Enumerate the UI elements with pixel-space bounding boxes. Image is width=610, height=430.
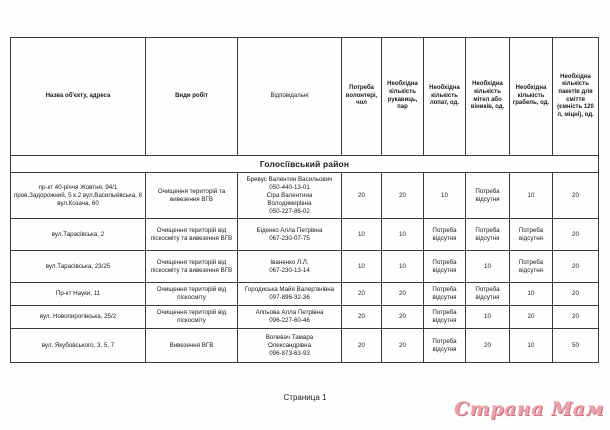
header-volunteers: Потреба волонтері, чол (342, 38, 382, 156)
cell-volunteers: 20 (342, 283, 382, 306)
cell-rakes: Потреба відсутня (510, 219, 553, 251)
cell-rakes: 20 (510, 306, 553, 329)
cell-shovels: Потреба відсутня (424, 329, 466, 363)
responsible-line: 096-873-63-93 (269, 349, 310, 357)
page-number: Страница 1 (283, 393, 327, 402)
cell-works: Очищення територій та вивезення ВГВ (146, 173, 238, 219)
cell-responsible (238, 173, 342, 219)
cell-object: Пр-кт Науки, 11 (11, 283, 146, 306)
cell-rakes: Потреба відсутня (510, 251, 553, 283)
table-row (11, 251, 599, 283)
responsible-line: 097-896-32-36 (269, 294, 310, 301)
header-brooms: Необхідна кількість мітел або віників, од. (466, 38, 510, 156)
cell-object: вул. Якубовського, 3, 5, 7 (11, 329, 146, 363)
table-body (11, 173, 599, 363)
header-object: Назва об'єкту, адреса (11, 38, 146, 156)
responsible-line: Іваненко Л.Л. (270, 258, 309, 266)
cell-brooms: 10 (466, 306, 510, 329)
cell-bags: 20 (553, 283, 599, 306)
cell-shovels: Потреба відсутня (424, 306, 466, 329)
responsible-line: Аппьова Алла Петрівна (255, 309, 324, 316)
cell-shovels: Потреба відсутня (424, 219, 466, 251)
cell-object: пр-кт 40-річчя Жовтня, 94/1 пров.Задорожний, 5 к.2 вул.Васильківська, 8 вул.Козача, 60 (11, 173, 146, 219)
cell-gloves: 10 (382, 251, 424, 283)
cell-rakes: 10 (510, 173, 553, 219)
responsible-line: Біденко Алла Петрівна (256, 226, 323, 234)
cell-bags: 20 (553, 219, 599, 251)
section-row (11, 156, 599, 173)
table-row (11, 306, 599, 329)
header-gloves: Необхідна кількість рукавиць, пар (382, 38, 424, 156)
cell-bags: 20 (553, 173, 599, 219)
header-shovels: Необхідна кількість лопат, од. (424, 38, 466, 156)
cell-volunteers: 20 (342, 173, 382, 219)
responsible-line: Сіра Валентина (266, 191, 313, 199)
cell-volunteers: 10 (342, 219, 382, 251)
cell-shovels: 10 (424, 173, 466, 219)
cell-works: Вивезення ВГВ (146, 329, 238, 363)
responsible-line: Володимирівна (267, 199, 312, 207)
section-title: Голосіївський район (11, 156, 599, 173)
responsible-line: Олександрівна (267, 341, 312, 349)
header-row (11, 38, 599, 156)
cell-gloves: 20 (382, 306, 424, 329)
cell-object: вул. Новопирогівська, 25/2 (11, 306, 146, 329)
responsible-line: Городиська Майя Валер'янівна (244, 286, 335, 293)
responsible-line: 050-227-86-02 (269, 207, 310, 215)
cell-brooms: 20 (466, 329, 510, 363)
cell-gloves: 20 (382, 173, 424, 219)
responsible-line: 067-230-13-14 (269, 266, 310, 274)
cell-responsible (238, 306, 342, 329)
cell-shovels: Потреба відсутня (424, 251, 466, 283)
cell-works: Очищення територій від піскосміту та вивезення ВГВ (146, 251, 238, 283)
volunteer-table (10, 37, 599, 363)
cell-bags: 20 (553, 306, 599, 329)
responsible-line: Волевач Тамара (265, 333, 314, 341)
cell-works: Очищення територій від піскосміту та вивезення ВГВ (146, 219, 238, 251)
cell-gloves: 10 (382, 219, 424, 251)
cell-volunteers: 20 (342, 329, 382, 363)
cell-shovels: Потреба відсутня (424, 283, 466, 306)
responsible-line: 067-230-07-75 (269, 234, 310, 242)
table-row (11, 219, 599, 251)
cell-gloves: 20 (382, 283, 424, 306)
cell-object: вул.Тарасівська, 23/25 (11, 251, 146, 283)
cell-volunteers: 20 (342, 306, 382, 329)
cell-brooms: Потреба відсутня (466, 173, 510, 219)
responsible-line: 096-227-60-46 (269, 317, 310, 324)
cell-works: Очищення територій від піскосміту (146, 306, 238, 329)
cell-responsible (238, 251, 342, 283)
watermark-logo: Страна Мам (453, 398, 604, 420)
cell-bags: 20 (553, 251, 599, 283)
table-row (11, 283, 599, 306)
cell-gloves: 20 (382, 329, 424, 363)
responsible-line: 050-440-13-01 (269, 183, 310, 191)
cell-responsible (238, 283, 342, 306)
header-bags: Необхідна кількість пакетів для сміття (ємність 120 л, міцні), од. (553, 38, 599, 156)
cell-brooms: Потреба відсутня (466, 283, 510, 306)
table-row (11, 329, 599, 363)
header-works: Види робіт (146, 38, 238, 156)
cell-works: Очищення територій від піскосміту (146, 283, 238, 306)
cell-rakes: 10 (510, 329, 553, 363)
header-rakes: Необхідна кількість грабель, од. (510, 38, 553, 156)
cell-rakes: 10 (510, 283, 553, 306)
table-row (11, 173, 599, 219)
header-responsible: Відповідальні (238, 38, 342, 156)
cell-bags: 50 (553, 329, 599, 363)
cell-responsible (238, 219, 342, 251)
cell-volunteers: 10 (342, 251, 382, 283)
cell-brooms: 10 (466, 251, 510, 283)
cell-object: вул.Тарасівська, 2 (11, 219, 146, 251)
cell-brooms: Потреба відсутня (466, 219, 510, 251)
cell-responsible (238, 329, 342, 363)
responsible-line: Бревус Валентин Васильович (246, 175, 333, 183)
